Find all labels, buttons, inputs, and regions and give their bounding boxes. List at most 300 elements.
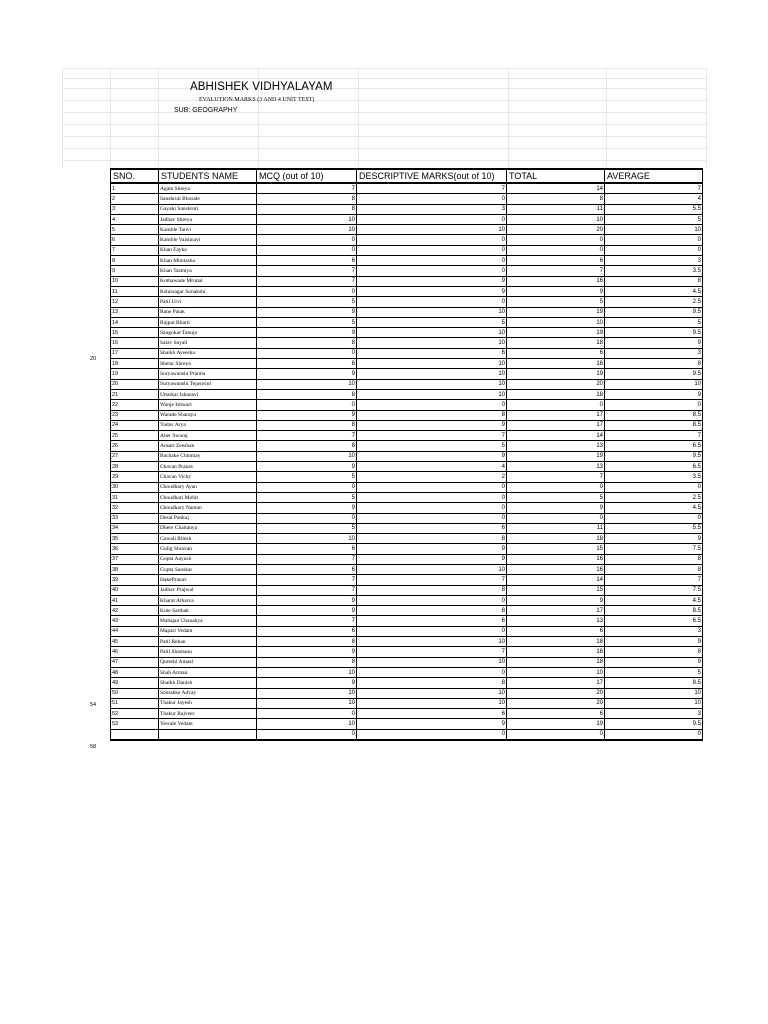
cell-average[interactable]: 7 <box>605 183 703 194</box>
cell-sno[interactable]: 31 <box>111 492 159 502</box>
cell-mcq[interactable]: 9 <box>257 595 357 605</box>
cell-mcq[interactable]: 6 <box>257 564 357 574</box>
cell-total[interactable]: 13 <box>507 462 605 472</box>
cell-total[interactable]: 19 <box>507 719 605 729</box>
cell-descriptive[interactable]: 10 <box>357 379 507 389</box>
cell-descriptive[interactable]: 8 <box>357 410 507 420</box>
cell-descriptive[interactable]: 5 <box>357 317 507 327</box>
cell-sno[interactable]: 49 <box>111 678 159 688</box>
cell-average[interactable]: 8 <box>605 564 703 574</box>
cell-sno[interactable]: 8 <box>111 256 159 266</box>
cell-student-name[interactable]: Yadav Arya <box>159 420 257 430</box>
cell-average[interactable]: 4.5 <box>605 286 703 296</box>
total-cell-sno[interactable] <box>111 729 159 740</box>
cell-descriptive[interactable]: 10 <box>357 688 507 698</box>
cell-sno[interactable]: 13 <box>111 307 159 317</box>
cell-student-name[interactable]: Gupta Aayush <box>159 554 257 564</box>
cell-mcq[interactable]: 6 <box>257 544 357 554</box>
cell-total[interactable]: 14 <box>507 431 605 441</box>
cell-student-name[interactable]: Choudhary Naman <box>159 503 257 513</box>
cell-sno[interactable]: 21 <box>111 389 159 399</box>
cell-sno[interactable]: 51 <box>111 698 159 708</box>
cell-student-name[interactable]: Mapari Vedant <box>159 626 257 636</box>
cell-total[interactable]: 14 <box>507 575 605 585</box>
cell-student-name[interactable]: Thakur Rajveer <box>159 709 257 719</box>
cell-sno[interactable]: 28 <box>111 462 159 472</box>
cell-total[interactable]: 6 <box>507 709 605 719</box>
cell-student-name[interactable]: Bachake Chinmay <box>159 451 257 461</box>
cell-average[interactable]: 3 <box>605 348 703 358</box>
cell-total[interactable]: 17 <box>507 420 605 430</box>
cell-sno[interactable]: 37 <box>111 554 159 564</box>
cell-student-name[interactable]: Gulig Shravan <box>159 544 257 554</box>
cell-mcq[interactable]: 8 <box>257 204 357 214</box>
cell-sno[interactable]: 24 <box>111 420 159 430</box>
cell-mcq[interactable]: 7 <box>257 431 357 441</box>
cell-descriptive[interactable]: 10 <box>357 359 507 369</box>
cell-total[interactable]: 16 <box>507 647 605 657</box>
cell-sno[interactable]: 30 <box>111 482 159 492</box>
cell-sno[interactable]: 39 <box>111 575 159 585</box>
cell-descriptive[interactable]: 10 <box>357 369 507 379</box>
cell-average[interactable]: 6.5 <box>605 462 703 472</box>
cell-student-name[interactable]: Dhere Chaitanya <box>159 523 257 533</box>
cell-descriptive[interactable]: 9 <box>357 554 507 564</box>
cell-mcq[interactable]: 0 <box>257 513 357 523</box>
cell-average[interactable]: 9.5 <box>605 719 703 729</box>
cell-total[interactable]: 6 <box>507 626 605 636</box>
cell-total[interactable]: 20 <box>507 698 605 708</box>
cell-total[interactable]: 18 <box>507 389 605 399</box>
cell-student-name[interactable]: Patil Rehan <box>159 637 257 647</box>
cell-descriptive[interactable]: 7 <box>357 183 507 194</box>
cell-descriptive[interactable]: 0 <box>357 626 507 636</box>
cell-sno[interactable]: 50 <box>111 688 159 698</box>
cell-student-name[interactable]: Shah Arman <box>159 667 257 677</box>
cell-sno[interactable]: 35 <box>111 534 159 544</box>
cell-sno[interactable]: 16 <box>111 338 159 348</box>
cell-average[interactable]: 8.5 <box>605 606 703 616</box>
cell-average[interactable]: 5 <box>605 667 703 677</box>
cell-student-name[interactable]: Yewale Vedant <box>159 719 257 729</box>
cell-sno[interactable]: 3 <box>111 204 159 214</box>
cell-total[interactable]: 20 <box>507 379 605 389</box>
cell-sno[interactable]: 22 <box>111 400 159 410</box>
cell-student-name[interactable]: Chavan Pranav <box>159 462 257 472</box>
cell-average[interactable]: 9.5 <box>605 307 703 317</box>
cell-average[interactable]: 2.5 <box>605 492 703 502</box>
cell-student-name[interactable]: Kshirsagar Sonakshi <box>159 286 257 296</box>
cell-mcq[interactable]: 8 <box>257 338 357 348</box>
cell-average[interactable]: 5 <box>605 317 703 327</box>
cell-sno[interactable]: 9 <box>111 266 159 276</box>
cell-student-name[interactable]: Choudhary Ayan <box>159 482 257 492</box>
cell-student-name[interactable]: Kothawade Mrunal <box>159 276 257 286</box>
column-header-average[interactable]: AVERAGE <box>605 169 703 183</box>
cell-sno[interactable]: 26 <box>111 441 159 451</box>
cell-descriptive[interactable]: 6 <box>357 523 507 533</box>
cell-sno[interactable]: 23 <box>111 410 159 420</box>
total-cell-mcq[interactable]: 0 <box>257 729 357 740</box>
cell-total[interactable]: 0 <box>507 400 605 410</box>
cell-total[interactable]: 18 <box>507 338 605 348</box>
cell-sno[interactable]: 47 <box>111 657 159 667</box>
cell-student-name[interactable]: Khan Muntasha <box>159 256 257 266</box>
cell-descriptive[interactable]: 9 <box>357 719 507 729</box>
cell-mcq[interactable]: 7 <box>257 183 357 194</box>
cell-mcq[interactable]: 9 <box>257 410 357 420</box>
cell-sno[interactable]: 4 <box>111 214 159 224</box>
column-header-name[interactable]: STUDENTS NAME <box>159 169 257 183</box>
cell-sno[interactable]: 33 <box>111 513 159 523</box>
cell-student-name[interactable]: Gayaki Sanskruti <box>159 204 257 214</box>
cell-descriptive[interactable]: 0 <box>357 235 507 245</box>
cell-sno[interactable]: 34 <box>111 523 159 533</box>
cell-mcq[interactable]: 10 <box>257 719 357 729</box>
cell-total[interactable]: 8 <box>507 194 605 204</box>
cell-total[interactable]: 16 <box>507 564 605 574</box>
cell-descriptive[interactable]: 0 <box>357 256 507 266</box>
cell-mcq[interactable]: 0 <box>257 235 357 245</box>
cell-mcq[interactable]: 0 <box>257 348 357 358</box>
cell-total[interactable]: 0 <box>507 482 605 492</box>
cell-sno[interactable]: 11 <box>111 286 159 296</box>
cell-mcq[interactable]: 6 <box>257 626 357 636</box>
cell-total[interactable]: 16 <box>507 276 605 286</box>
cell-sno[interactable]: 48 <box>111 667 159 677</box>
cell-mcq[interactable]: 5 <box>257 472 357 482</box>
cell-descriptive[interactable]: 10 <box>357 338 507 348</box>
cell-student-name[interactable]: Jadhav Prajwal <box>159 585 257 595</box>
cell-total[interactable]: 5 <box>507 492 605 502</box>
cell-student-name[interactable]: Kamble Tanvi <box>159 225 257 235</box>
column-header-sno[interactable]: SNO. <box>111 169 159 183</box>
cell-total[interactable]: 7 <box>507 472 605 482</box>
cell-descriptive[interactable]: 9 <box>357 276 507 286</box>
cell-sno[interactable]: 41 <box>111 595 159 605</box>
cell-average[interactable]: 5 <box>605 214 703 224</box>
cell-descriptive[interactable]: 0 <box>357 297 507 307</box>
cell-total[interactable]: 15 <box>507 544 605 554</box>
cell-average[interactable]: 10 <box>605 225 703 235</box>
cell-total[interactable]: 11 <box>507 523 605 533</box>
cell-average[interactable]: 2.5 <box>605 297 703 307</box>
cell-sno[interactable]: 52 <box>111 709 159 719</box>
cell-total[interactable]: 18 <box>507 657 605 667</box>
cell-average[interactable]: 9 <box>605 637 703 647</box>
cell-student-name[interactable]: Qureshi Amaal <box>159 657 257 667</box>
cell-student-name[interactable]: Suryawanshi Tejaswini <box>159 379 257 389</box>
cell-sno[interactable]: 45 <box>111 637 159 647</box>
cell-sno[interactable]: 5 <box>111 225 159 235</box>
cell-average[interactable]: 3 <box>605 256 703 266</box>
cell-student-name[interactable]: Kharat Atharva <box>159 595 257 605</box>
cell-average[interactable]: 0 <box>605 513 703 523</box>
cell-student-name[interactable]: Agale Shreya <box>159 183 257 194</box>
cell-sno[interactable]: 7 <box>111 245 159 255</box>
cell-total[interactable]: 19 <box>507 369 605 379</box>
cell-mcq[interactable]: 0 <box>257 709 357 719</box>
cell-total[interactable]: 9 <box>507 595 605 605</box>
cell-average[interactable]: 8 <box>605 359 703 369</box>
cell-average[interactable]: 0 <box>605 245 703 255</box>
cell-sno[interactable]: 12 <box>111 297 159 307</box>
cell-descriptive[interactable]: 0 <box>357 482 507 492</box>
cell-average[interactable]: 6.5 <box>605 441 703 451</box>
cell-average[interactable]: 8.5 <box>605 678 703 688</box>
cell-student-name[interactable]: Shelar Shreya <box>159 359 257 369</box>
cell-mcq[interactable]: 5 <box>257 492 357 502</box>
cell-mcq[interactable]: 8 <box>257 657 357 667</box>
cell-student-name[interactable]: Wanje Ishwari <box>159 400 257 410</box>
cell-total[interactable]: 19 <box>507 451 605 461</box>
cell-average[interactable]: 8 <box>605 647 703 657</box>
cell-mcq[interactable]: 7 <box>257 554 357 564</box>
cell-mcq[interactable]: 9 <box>257 678 357 688</box>
cell-average[interactable]: 10 <box>605 698 703 708</box>
column-header-total[interactable]: TOTAL <box>507 169 605 183</box>
cell-mcq[interactable]: 7 <box>257 266 357 276</box>
cell-average[interactable]: 9 <box>605 389 703 399</box>
cell-student-name[interactable]: Shaikh Danish <box>159 678 257 688</box>
cell-mcq[interactable]: 10 <box>257 214 357 224</box>
cell-average[interactable]: 0 <box>605 482 703 492</box>
column-header-mcq[interactable]: MCQ (out of 10) <box>257 169 357 183</box>
cell-average[interactable]: 3 <box>605 709 703 719</box>
cell-mcq[interactable]: 10 <box>257 667 357 677</box>
cell-mcq[interactable]: 10 <box>257 688 357 698</box>
cell-student-name[interactable]: Sontakke Advay <box>159 688 257 698</box>
cell-mcq[interactable]: 9 <box>257 606 357 616</box>
cell-sno[interactable]: 53 <box>111 719 159 729</box>
cell-student-name[interactable]: Kute Sarthak <box>159 606 257 616</box>
cell-descriptive[interactable]: 2 <box>357 472 507 482</box>
cell-descriptive[interactable]: 7 <box>357 575 507 585</box>
cell-student-name[interactable]: Kamble Vaishnavi <box>159 235 257 245</box>
cell-descriptive[interactable]: 8 <box>357 585 507 595</box>
cell-mcq[interactable]: 9 <box>257 462 357 472</box>
cell-student-name[interactable]: Shaikh Ayeesha <box>159 348 257 358</box>
cell-total[interactable]: 0 <box>507 245 605 255</box>
cell-average[interactable]: 7.5 <box>605 544 703 554</box>
cell-descriptive[interactable]: 0 <box>357 595 507 605</box>
cell-mcq[interactable]: 8 <box>257 637 357 647</box>
cell-student-name[interactable]: Patil Shantanu <box>159 647 257 657</box>
cell-average[interactable]: 3 <box>605 626 703 636</box>
cell-student-name[interactable]: Aher Swaraj <box>159 431 257 441</box>
cell-mcq[interactable]: 10 <box>257 379 357 389</box>
cell-mcq[interactable]: 8 <box>257 441 357 451</box>
cell-mcq[interactable]: 10 <box>257 534 357 544</box>
cell-sno[interactable]: 29 <box>111 472 159 482</box>
cell-student-name[interactable]: Sangokar Tanuja <box>159 328 257 338</box>
cell-average[interactable]: 5.5 <box>605 204 703 214</box>
cell-descriptive[interactable]: 9 <box>357 420 507 430</box>
total-cell-descriptive[interactable]: 0 <box>357 729 507 740</box>
cell-sno[interactable]: 17 <box>111 348 159 358</box>
cell-mcq[interactable]: 9 <box>257 307 357 317</box>
cell-average[interactable]: 8.5 <box>605 410 703 420</box>
cell-mcq[interactable]: 5 <box>257 317 357 327</box>
cell-average[interactable]: 0 <box>605 235 703 245</box>
cell-average[interactable]: 9.5 <box>605 451 703 461</box>
cell-descriptive[interactable]: 6 <box>357 348 507 358</box>
cell-sno[interactable]: 1 <box>111 183 159 194</box>
cell-mcq[interactable]: 0 <box>257 286 357 296</box>
cell-mcq[interactable]: 0 <box>257 400 357 410</box>
cell-mcq[interactable]: 7 <box>257 585 357 595</box>
cell-mcq[interactable]: 10 <box>257 451 357 461</box>
cell-mcq[interactable]: 7 <box>257 575 357 585</box>
cell-total[interactable]: 10 <box>507 214 605 224</box>
cell-sno[interactable]: 36 <box>111 544 159 554</box>
cell-mcq[interactable]: 9 <box>257 503 357 513</box>
cell-mcq[interactable]: 0 <box>257 245 357 255</box>
cell-average[interactable]: 7.5 <box>605 585 703 595</box>
cell-descriptive[interactable]: 9 <box>357 451 507 461</box>
cell-mcq[interactable]: 10 <box>257 225 357 235</box>
cell-mcq[interactable]: 5 <box>257 523 357 533</box>
cell-average[interactable]: 0 <box>605 400 703 410</box>
cell-student-name[interactable]: Gupta Sanskar <box>159 564 257 574</box>
cell-average[interactable]: 9 <box>605 534 703 544</box>
cell-sno[interactable]: 25 <box>111 431 159 441</box>
cell-total[interactable]: 9 <box>507 503 605 513</box>
cell-sno[interactable]: 43 <box>111 616 159 626</box>
cell-total[interactable]: 17 <box>507 410 605 420</box>
cell-student-name[interactable]: Rane Palak <box>159 307 257 317</box>
cell-student-name[interactable]: HakePranav <box>159 575 257 585</box>
cell-total[interactable]: 19 <box>507 328 605 338</box>
cell-total[interactable]: 0 <box>507 235 605 245</box>
cell-sno[interactable]: 19 <box>111 369 159 379</box>
cell-sno[interactable]: 6 <box>111 235 159 245</box>
cell-sno[interactable]: 10 <box>111 276 159 286</box>
cell-average[interactable]: 4 <box>605 194 703 204</box>
cell-descriptive[interactable]: 10 <box>357 564 507 574</box>
cell-total[interactable]: 6 <box>507 256 605 266</box>
cell-total[interactable]: 15 <box>507 585 605 595</box>
cell-student-name[interactable]: Rajput Bharti <box>159 317 257 327</box>
cell-descriptive[interactable]: 0 <box>357 513 507 523</box>
cell-average[interactable]: 9 <box>605 338 703 348</box>
cell-descriptive[interactable]: 4 <box>357 462 507 472</box>
cell-descriptive[interactable]: 10 <box>357 225 507 235</box>
cell-average[interactable]: 9.5 <box>605 369 703 379</box>
cell-descriptive[interactable]: 10 <box>357 389 507 399</box>
cell-mcq[interactable]: 6 <box>257 359 357 369</box>
cell-mcq[interactable]: 8 <box>257 420 357 430</box>
cell-student-name[interactable]: Thakur Jayesh <box>159 698 257 708</box>
cell-mcq[interactable]: 9 <box>257 369 357 379</box>
cell-descriptive[interactable]: 10 <box>357 637 507 647</box>
cell-student-name[interactable]: Khan Tasmiya <box>159 266 257 276</box>
cell-average[interactable]: 8.5 <box>605 420 703 430</box>
cell-descriptive[interactable]: 5 <box>357 441 507 451</box>
cell-descriptive[interactable]: 10 <box>357 698 507 708</box>
cell-descriptive[interactable]: 0 <box>357 245 507 255</box>
cell-average[interactable]: 10 <box>605 379 703 389</box>
cell-mcq[interactable]: 7 <box>257 276 357 286</box>
cell-sno[interactable]: 14 <box>111 317 159 327</box>
cell-mcq[interactable]: 9 <box>257 328 357 338</box>
cell-descriptive[interactable]: 0 <box>357 667 507 677</box>
cell-mcq[interactable]: 10 <box>257 698 357 708</box>
cell-student-name[interactable]: Mahajan Chanakya <box>159 616 257 626</box>
column-header-descriptive[interactable]: DESCRIPTIVE MARKS(out of 10) <box>357 169 507 183</box>
cell-sno[interactable]: 38 <box>111 564 159 574</box>
cell-average[interactable]: 6.5 <box>605 616 703 626</box>
cell-sno[interactable]: 18 <box>111 359 159 369</box>
cell-descriptive[interactable]: 0 <box>357 503 507 513</box>
cell-average[interactable]: 10 <box>605 688 703 698</box>
cell-descriptive[interactable]: 8 <box>357 606 507 616</box>
cell-descriptive[interactable]: 0 <box>357 400 507 410</box>
cell-sno[interactable]: 2 <box>111 194 159 204</box>
cell-student-name[interactable]: Satav Sayali <box>159 338 257 348</box>
cell-mcq[interactable]: 9 <box>257 647 357 657</box>
cell-descriptive[interactable]: 9 <box>357 544 507 554</box>
cell-student-name[interactable]: Uttarkar Ishanavi <box>159 389 257 399</box>
cell-descriptive[interactable]: 6 <box>357 616 507 626</box>
cell-descriptive[interactable]: 9 <box>357 286 507 296</box>
cell-descriptive[interactable]: 10 <box>357 657 507 667</box>
cell-average[interactable]: 4.5 <box>605 595 703 605</box>
cell-descriptive[interactable]: 0 <box>357 214 507 224</box>
cell-mcq[interactable]: 7 <box>257 616 357 626</box>
cell-student-name[interactable]: Patil Urvi <box>159 297 257 307</box>
cell-total[interactable]: 5 <box>507 297 605 307</box>
cell-total[interactable]: 16 <box>507 554 605 564</box>
cell-descriptive[interactable]: 10 <box>357 328 507 338</box>
cell-sno[interactable]: 32 <box>111 503 159 513</box>
cell-total[interactable]: 6 <box>507 348 605 358</box>
cell-student-name[interactable]: Khan Fayka <box>159 245 257 255</box>
cell-average[interactable]: 5.5 <box>605 523 703 533</box>
cell-sno[interactable]: 15 <box>111 328 159 338</box>
cell-total[interactable]: 17 <box>507 678 605 688</box>
cell-descriptive[interactable]: 7 <box>357 431 507 441</box>
cell-mcq[interactable]: 5 <box>257 297 357 307</box>
total-cell-average[interactable]: 0 <box>605 729 703 740</box>
cell-student-name[interactable]: Chavan Vicky <box>159 472 257 482</box>
cell-average[interactable]: 3.5 <box>605 266 703 276</box>
cell-total[interactable]: 0 <box>507 513 605 523</box>
cell-average[interactable]: 9.5 <box>605 328 703 338</box>
cell-total[interactable]: 13 <box>507 441 605 451</box>
cell-sno[interactable]: 20 <box>111 379 159 389</box>
cell-descriptive[interactable]: 10 <box>357 307 507 317</box>
cell-total[interactable]: 10 <box>507 317 605 327</box>
cell-average[interactable]: 9 <box>605 657 703 667</box>
cell-sno[interactable]: 42 <box>111 606 159 616</box>
cell-descriptive[interactable]: 0 <box>357 266 507 276</box>
cell-mcq[interactable]: 8 <box>257 389 357 399</box>
cell-descriptive[interactable]: 8 <box>357 534 507 544</box>
cell-total[interactable]: 13 <box>507 616 605 626</box>
cell-total[interactable]: 16 <box>507 359 605 369</box>
cell-sno[interactable]: 40 <box>111 585 159 595</box>
cell-descriptive[interactable]: 6 <box>357 709 507 719</box>
cell-student-name[interactable]: Ansari Zeeshan <box>159 441 257 451</box>
cell-total[interactable]: 11 <box>507 204 605 214</box>
cell-total[interactable]: 17 <box>507 606 605 616</box>
total-cell-student-name[interactable] <box>159 729 257 740</box>
cell-total[interactable]: 20 <box>507 225 605 235</box>
cell-student-name[interactable]: Choudhari Mohit <box>159 492 257 502</box>
cell-total[interactable]: 9 <box>507 286 605 296</box>
cell-average[interactable]: 8 <box>605 276 703 286</box>
